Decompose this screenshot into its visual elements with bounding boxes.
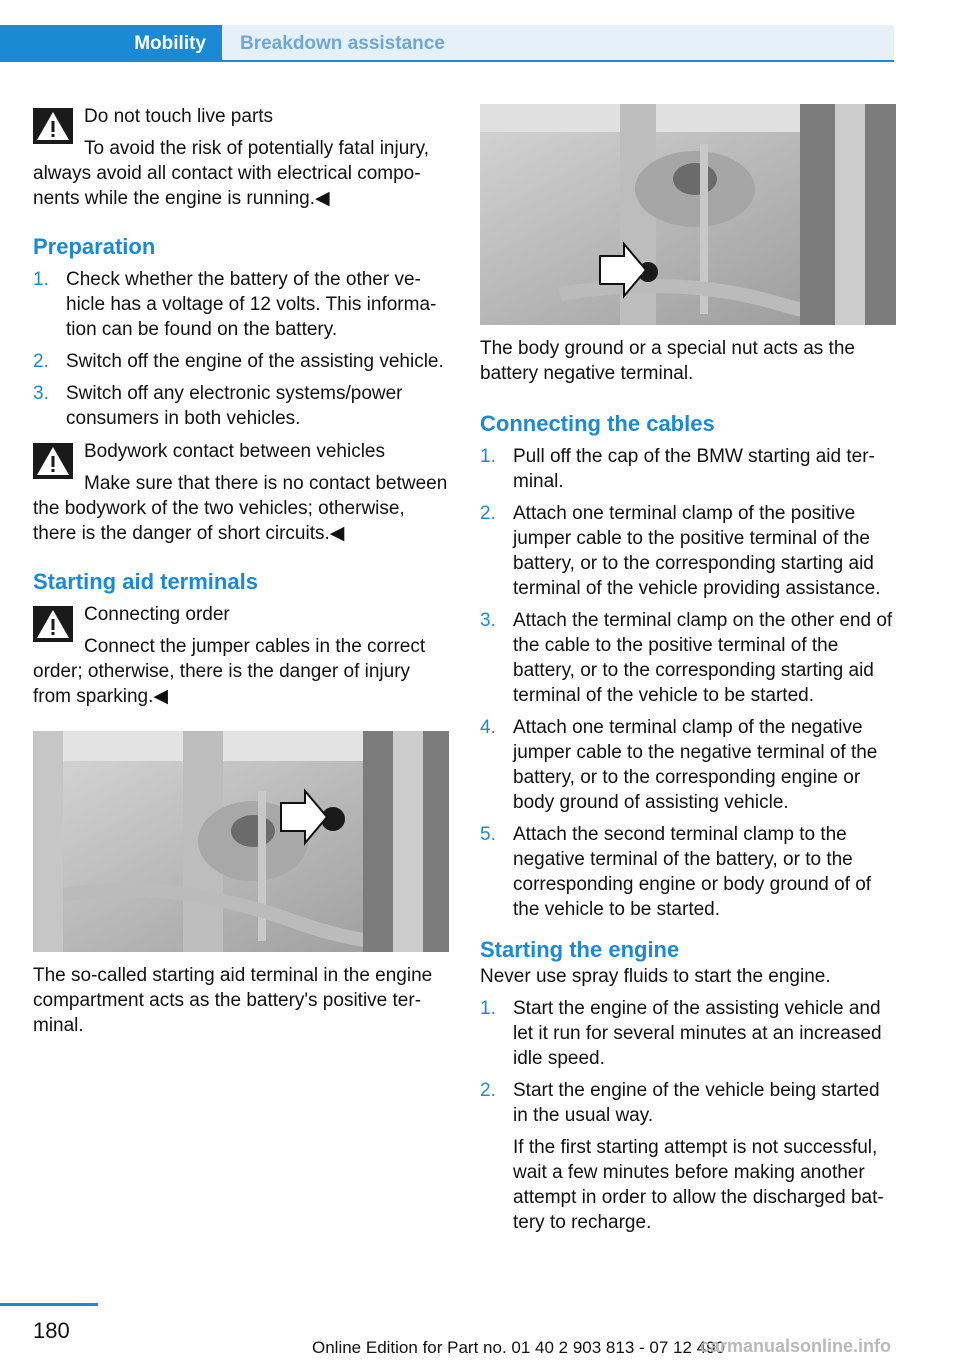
step-text: Switch off the engine of the assisting vehicle. — [66, 351, 444, 372]
step-text: Switch off any electronic systems/power consumers in both vehicles. — [66, 383, 403, 429]
step-number: 3. — [33, 383, 49, 404]
photo-caption: The so-called starting aid terminal in the engine compartment acts as the battery's positive terminal. — [33, 965, 433, 1036]
section-heading-connecting-cables: Connecting the cables — [480, 411, 715, 436]
tab-breakdown-assistance[interactable]: Breakdown assistance — [222, 25, 894, 62]
warning-title: Do not touch live parts — [84, 106, 274, 127]
preparation-steps — [33, 267, 449, 431]
step-number: 1. — [480, 446, 496, 467]
warning-icon — [33, 606, 73, 642]
engine-photo-graphic — [480, 104, 896, 325]
warning-connecting-order — [33, 602, 449, 709]
starting-steps — [480, 996, 896, 1235]
list-item — [33, 381, 449, 431]
step-number: 5. — [480, 824, 496, 845]
warning-icon — [33, 108, 73, 144]
left-column — [33, 104, 449, 1038]
list-item — [33, 349, 449, 374]
list-item — [480, 996, 896, 1071]
step-text: Attach one terminal clamp of the negative jumper cable to the negative terminal of the battery, or to the corresponding engine or body ground of assisting vehicle. — [513, 717, 878, 813]
warning-text: To avoid the risk of potentially fatal injury, always avoid all contact with electrical components while the engine is running.◀ — [33, 138, 429, 209]
footer-divider — [0, 1303, 98, 1306]
list-item — [480, 715, 896, 815]
engine-compartment-photo-positive — [33, 731, 449, 952]
right-column — [480, 104, 896, 1243]
edition-info: Online Edition for Part no. 01 40 2 903 813 - 07 12 490 — [312, 1338, 726, 1357]
list-item — [33, 267, 449, 342]
warning-title: Connecting order — [84, 604, 230, 625]
list-item — [480, 822, 896, 922]
warning-title: Bodywork contact between vehicles — [84, 441, 385, 462]
step-text: Check whether the battery of the other vehicle has a voltage of 12 volts. This information can be found on the battery. — [66, 269, 437, 340]
photo-caption: The body ground or a special nut acts as the battery negative terminal. — [480, 338, 855, 384]
engine-photo-graphic — [33, 731, 449, 952]
list-item — [480, 444, 896, 494]
step-number: 1. — [480, 998, 496, 1019]
engine-compartment-photo-ground — [480, 104, 896, 325]
list-item — [480, 501, 896, 601]
page-number: 180 — [33, 1318, 70, 1343]
section-heading-preparation: Preparation — [33, 234, 156, 259]
warning-text: Connect the jumper cables in the correct order; otherwise, there is the danger of injury from sparking.◀ — [33, 636, 426, 707]
step-number: 4. — [480, 717, 496, 738]
step-text: Start the engine of the vehicle being started in the usual way. — [513, 1080, 880, 1126]
warning-icon — [33, 443, 73, 479]
tab-mobility[interactable]: Mobility — [0, 25, 222, 62]
warning-live-parts — [33, 104, 449, 211]
step-number: 2. — [33, 351, 49, 372]
connecting-steps — [480, 444, 896, 922]
step-number: 2. — [480, 503, 496, 524]
section-heading-starting-engine: Starting the engine — [480, 937, 680, 962]
section-heading-starting-aid-terminals: Starting aid terminals — [33, 569, 258, 594]
step-text: Attach the terminal clamp on the other end of the cable to the positive terminal of the battery, or to the corresponding starting aid terminal of the vehicle to be started. — [513, 610, 893, 706]
list-item — [480, 1078, 896, 1235]
step-text: Pull off the cap of the BMW starting aid terminal. — [513, 446, 875, 492]
warning-bodywork-contact — [33, 439, 449, 546]
warning-text: Make sure that there is no contact between the bodywork of the two vehicles; otherwise, there is the danger of short circuits.◀ — [33, 473, 448, 544]
step-subtext: If the first starting attempt is not successful, wait a few minutes before making another attempt in order to allow the discharged battery to recharge. — [513, 1137, 884, 1233]
step-number: 3. — [480, 610, 496, 631]
list-item — [480, 608, 896, 708]
step-text: Start the engine of the assisting vehicle and let it run for several minutes at an increased idle speed. — [513, 998, 882, 1069]
page-header — [0, 0, 960, 62]
watermark: carmanualsonline.info — [700, 1336, 892, 1356]
starting-intro: Never use spray fluids to start the engine. — [480, 966, 831, 987]
step-number: 2. — [480, 1080, 496, 1101]
step-text: Attach one terminal clamp of the positive jumper cable to the positive terminal of the battery, or to the corresponding starting aid terminal of the vehicle providing assistance. — [513, 503, 881, 599]
step-text: Attach the second terminal clamp to the negative terminal of the battery, or to the corresponding engine or body ground of of the vehicle to be started. — [513, 824, 872, 920]
step-number: 1. — [33, 269, 49, 290]
header-divider — [0, 60, 894, 62]
